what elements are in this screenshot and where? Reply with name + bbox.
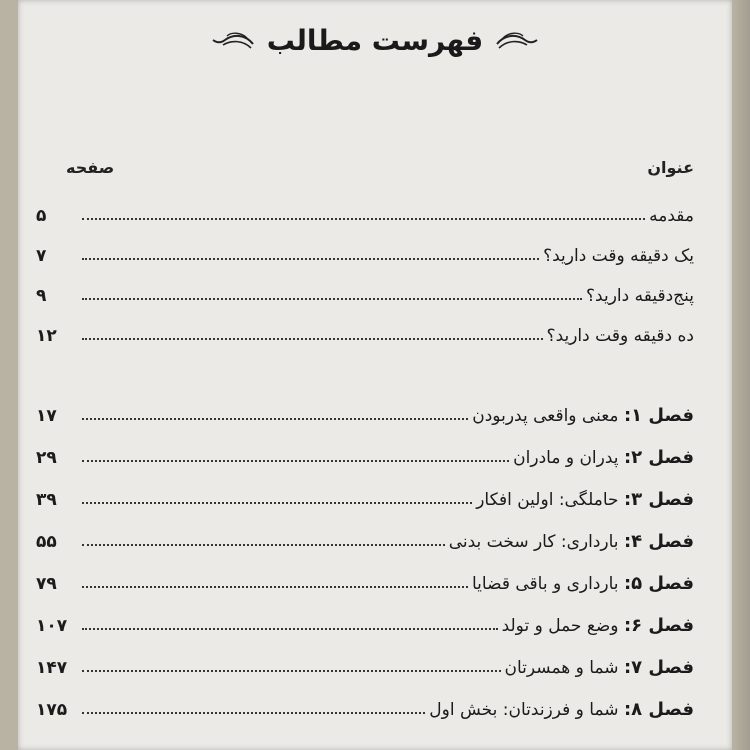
chapter-text: بارداری: کار سخت بدنی <box>448 532 619 552</box>
toc-entry-page: ۹ <box>36 286 47 306</box>
chapter-label: فصل ۱: <box>623 405 694 426</box>
column-header-title: عنوان <box>647 158 694 177</box>
toc-entry[interactable] <box>36 196 694 226</box>
chapter-label: فصل ۷: <box>623 657 694 678</box>
chapter-text: پدران و مادران <box>513 448 619 468</box>
chapter-text: وضع حمل و تولد <box>501 616 619 636</box>
page-edge-shadow <box>732 0 750 750</box>
toc-entry-page: ۱۷ <box>36 406 57 426</box>
toc-chapter-title <box>500 615 694 636</box>
toc-chapter-title <box>503 657 694 678</box>
toc-entry-page: ۱۰۷ <box>36 616 68 636</box>
page-title: فهرست مطالب <box>266 24 484 57</box>
chapter-text: معنی واقعی پدربودن <box>472 406 619 426</box>
column-header-page: صفحه <box>66 158 115 177</box>
leader-dots <box>82 585 468 588</box>
leader-dots <box>82 627 498 630</box>
toc-chapter-title <box>447 531 694 552</box>
leader-dots <box>82 217 645 220</box>
toc-entry-title: پنج‌دقیقه دارید؟ <box>586 286 694 306</box>
toc-entry-page: ۱۷۵ <box>36 700 68 720</box>
leader-dots <box>82 337 543 340</box>
toc-chapter-title <box>474 489 694 510</box>
leader-dots <box>82 257 539 260</box>
leader-dots <box>82 711 425 714</box>
toc-chapter-entry[interactable] <box>36 606 694 636</box>
chapter-label: فصل ۶: <box>623 615 694 636</box>
toc-entry-page: ۱۴۷ <box>36 658 68 678</box>
leader-dots <box>82 669 501 672</box>
leader-dots <box>82 501 472 504</box>
toc-entry-page: ۷ <box>36 246 47 266</box>
chapter-text: بارداری و باقی قضایا <box>472 574 619 594</box>
page-header <box>18 24 732 57</box>
toc-entry-page: ۷۹ <box>36 574 57 594</box>
toc-entry-page: ۵۵ <box>36 532 57 552</box>
chapter-label: فصل ۵: <box>623 573 694 594</box>
toc-entry-title: ده دقیقه وقت دارید؟ <box>546 326 694 346</box>
toc-chapter-title <box>470 573 694 594</box>
toc-chapter-title <box>470 405 694 426</box>
leader-dots <box>82 417 468 420</box>
toc-chapter-entry[interactable] <box>36 522 694 552</box>
leader-dots <box>82 459 509 462</box>
toc-entry-page: ۱۲ <box>36 326 57 346</box>
chapter-label: فصل ۸: <box>623 699 694 720</box>
book-page <box>18 0 732 750</box>
chapter-text: حاملگی: اولین افکار <box>476 490 619 510</box>
toc-chapter-entry[interactable] <box>36 564 694 594</box>
toc-chapter-title <box>427 699 694 720</box>
toc-chapter-entry[interactable] <box>36 480 694 510</box>
toc-entry-page: ۲۹ <box>36 448 57 468</box>
chapter-label: فصل ۴: <box>623 531 694 552</box>
toc-entry-page: ۵ <box>36 206 47 226</box>
ornament-right-icon <box>495 30 539 52</box>
chapter-text: شما و همسرتان <box>504 658 619 678</box>
chapter-label: فصل ۲: <box>623 447 694 468</box>
toc-entry-title: یک دقیقه وقت دارید؟ <box>543 246 694 266</box>
chapter-label: فصل ۳: <box>623 489 694 510</box>
toc-chapter-entry[interactable] <box>36 438 694 468</box>
leader-dots <box>82 297 582 300</box>
toc-chapter-title <box>511 447 694 468</box>
chapter-text: شما و فرزندتان: بخش اول <box>429 700 619 720</box>
toc-entry[interactable] <box>36 316 694 346</box>
leader-dots <box>82 543 445 546</box>
toc-chapter-entry[interactable] <box>36 690 694 720</box>
ornament-left-icon <box>211 30 255 52</box>
toc-entry[interactable] <box>36 276 694 306</box>
toc-entry[interactable] <box>36 236 694 266</box>
toc-entry-page: ۳۹ <box>36 490 57 510</box>
toc-chapter-entry[interactable] <box>36 648 694 678</box>
toc-chapter-entry[interactable] <box>36 396 694 426</box>
toc-entry-title: مقدمه <box>649 206 694 226</box>
